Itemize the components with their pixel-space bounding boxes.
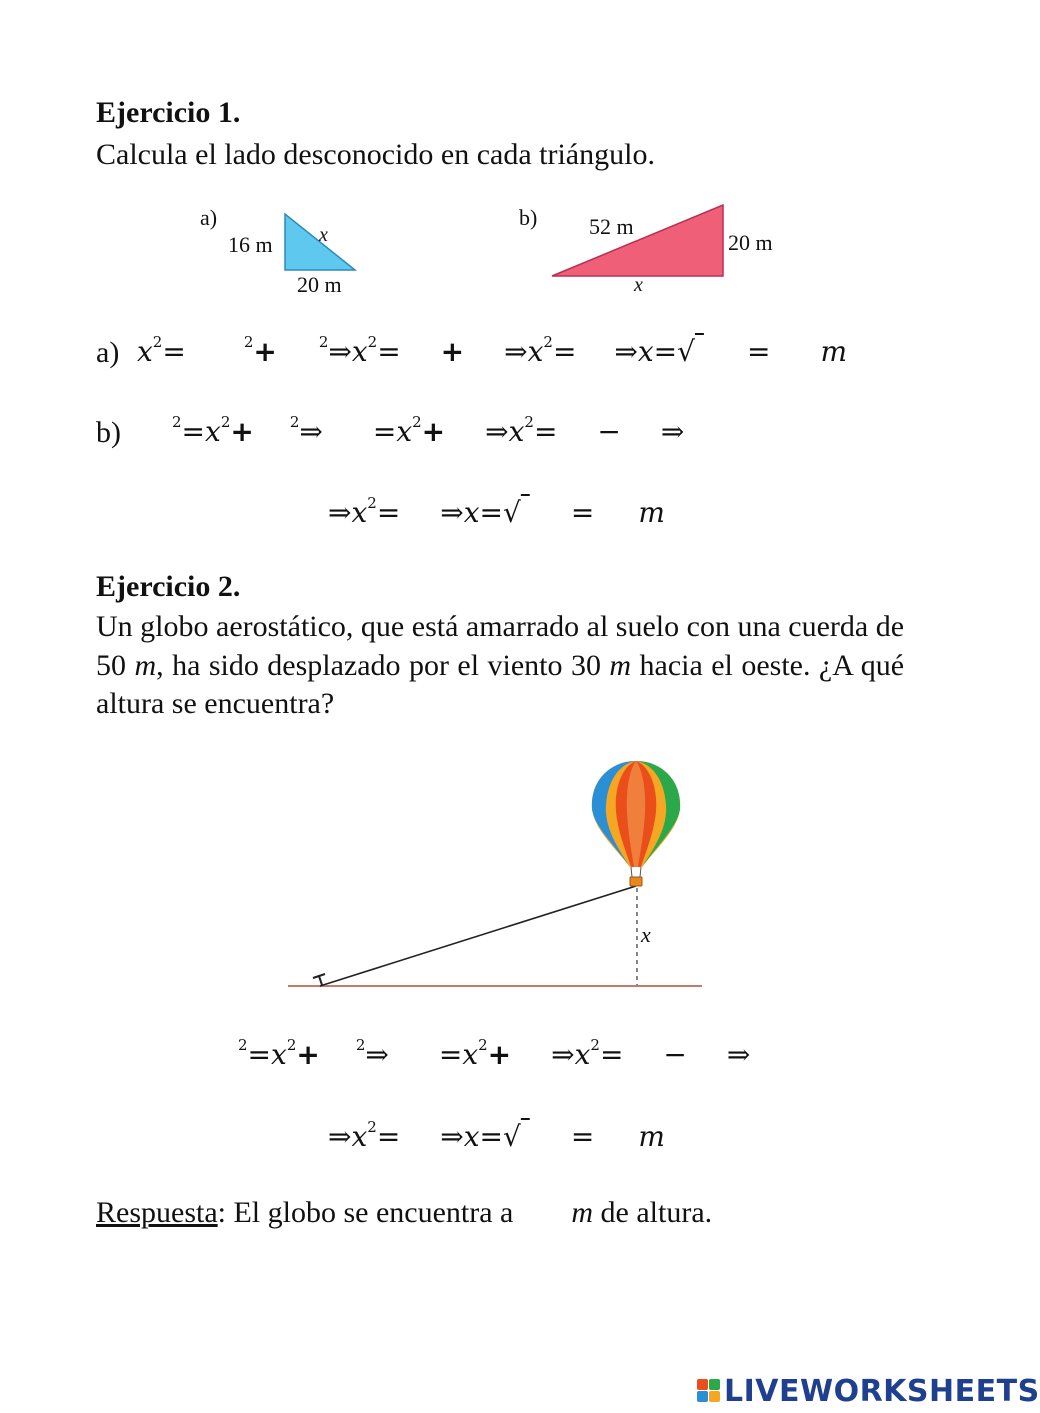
exercise-1-instruction: Calcula el lado desconocido en cada triángulo. xyxy=(96,138,655,171)
row-b-equation-line1: $^2=x^2+$ $^2$⇒ $=x^2+$ $\Rightarrow x^2=$ − ⇒ xyxy=(172,413,685,448)
liveworksheets-logo-text: LIVEWORKSHEETS xyxy=(724,1374,1040,1409)
exercise-2-title: Ejercicio 2. xyxy=(96,570,241,603)
exercise-1-title: Ejercicio 1. xyxy=(96,96,241,129)
rope-line xyxy=(320,886,636,986)
triangle-a-side-20: 20 m xyxy=(297,272,342,297)
ex2-equation-line2: $\Rightarrow x^2=$ ⇒x=√ = m xyxy=(328,1118,665,1153)
triangle-a-side-16: 16 m xyxy=(228,232,273,257)
triangle-a-label: a) xyxy=(200,205,218,230)
triangle-b-hyp-52: 52 m xyxy=(589,214,634,239)
hot-air-balloon-icon xyxy=(592,761,680,886)
row-b-label: b) xyxy=(96,416,121,449)
balloon-diagram xyxy=(280,755,710,995)
anchor-icon xyxy=(313,974,325,985)
ex2-equation-line1: $^2=x^2+$ $^2$⇒ $=x^2+$ $\Rightarrow x^2=$ − ⇒ xyxy=(238,1036,751,1071)
liveworksheets-logo xyxy=(697,1374,1040,1409)
triangle-b xyxy=(549,202,727,280)
triangle-b-side-20: 20 m xyxy=(728,230,773,255)
triangle-b-base: x xyxy=(634,274,643,296)
exercise-2-problem: Un globo aerostático, que está amarrado al suelo con una cuerda de 50 m, ha sido desplazado por el viento 30 m hacia el oeste. ¿A qué altura se encuentra? xyxy=(96,610,905,720)
answer-label: Respuesta xyxy=(96,1196,218,1229)
answer-line: Respuesta: El globo se encuentra a m de altura. xyxy=(96,1196,713,1229)
triangle-b-shape xyxy=(552,205,723,276)
row-a-label: a) xyxy=(96,336,120,369)
triangle-a-hyp: x xyxy=(319,224,328,246)
triangle-b-label: b) xyxy=(519,205,538,230)
row-a-equation: $x^2= ^2+$ $^2\Rightarrow x^2=$ + $\Rightarrow x^2=$ ⇒x=√ = m xyxy=(137,333,848,368)
balloon-height-label: x xyxy=(641,922,651,947)
row-b-equation-line2: $\Rightarrow x^2=$ ⇒x=√ = m xyxy=(328,494,665,529)
liveworksheets-logo-icon xyxy=(697,1379,721,1403)
